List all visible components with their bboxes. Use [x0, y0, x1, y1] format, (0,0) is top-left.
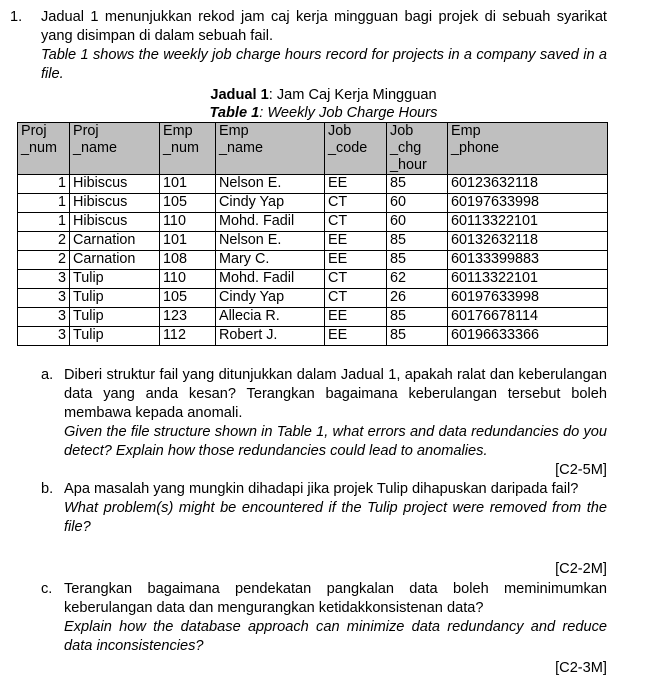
table-cell: 105	[160, 194, 216, 213]
table-cell: 1	[18, 194, 70, 213]
table-cell: 60197633998	[448, 289, 608, 308]
table-cell: 85	[387, 232, 448, 251]
column-header-line: _hour	[390, 157, 427, 173]
table-row	[18, 213, 608, 232]
column-header-line: _num	[21, 140, 57, 156]
job-charge-table	[17, 122, 608, 346]
table-cell: Tulip	[70, 270, 160, 289]
caption-malay-prefix: Jadual 1	[210, 87, 269, 103]
subquestion-malay-text: Diberi struktur fail yang ditunjukkan dalam Jadual 1, apakah ralat dan keberulangan data yang anda kesan? Terangkan bagaimana keberulangan tersebut boleh membawa kepada anomali.	[64, 367, 607, 421]
subquestion-text	[64, 366, 607, 461]
subquestion-english-text: Given the file structure shown in Table 1, what errors and data redundancies do you detect? Explain how those redundancies could lead to anomalies.	[64, 424, 607, 459]
table-cell: 110	[160, 213, 216, 232]
table-cell: CT	[325, 213, 387, 232]
column-header-line: _name	[219, 140, 264, 156]
question-intro	[41, 8, 607, 84]
table-cell: CT	[325, 194, 387, 213]
column-header-line: Emp	[163, 123, 193, 139]
table-cell: Carnation	[70, 232, 160, 251]
table-cell: Mohd. Fadil	[216, 213, 325, 232]
column-header-line: Job	[390, 123, 414, 139]
column-header-line: _num	[163, 140, 199, 156]
table-cell: 1	[18, 213, 70, 232]
table-cell: Robert J.	[216, 327, 325, 346]
table-cell: Allecia R.	[216, 308, 325, 327]
table-cell: 26	[387, 289, 448, 308]
column-header	[387, 123, 448, 175]
table-cell: Mary C.	[216, 251, 325, 270]
table-cell: 3	[18, 327, 70, 346]
table-cell: 123	[160, 308, 216, 327]
table-cell: EE	[325, 251, 387, 270]
table-cell: CT	[325, 289, 387, 308]
table-cell: Cindy Yap	[216, 194, 325, 213]
subquestion-english-text: What problem(s) might be encountered if the Tulip project were removed from the file?	[64, 500, 607, 535]
marks-b: [C2-2M]	[555, 561, 607, 577]
table-row	[18, 251, 608, 270]
table-caption-english	[0, 104, 647, 123]
table-row	[18, 194, 608, 213]
table-cell: CT	[325, 270, 387, 289]
column-header	[70, 123, 160, 175]
table-cell: Tulip	[70, 327, 160, 346]
subquestion-c	[41, 580, 607, 660]
table-cell: EE	[325, 175, 387, 194]
table-cell: Nelson E.	[216, 175, 325, 194]
table-cell: 85	[387, 251, 448, 270]
subquestion-malay-text: Apa masalah yang mungkin dihadapi jika projek Tulip dihapuskan daripada fail?	[64, 481, 579, 497]
column-header-line: _chg	[390, 140, 422, 156]
column-header	[448, 123, 608, 175]
question-number: 1.	[10, 9, 23, 25]
table-cell: 105	[160, 289, 216, 308]
table-cell: 60196633366	[448, 327, 608, 346]
table-cell: 60113322101	[448, 270, 608, 289]
column-header-line: _phone	[451, 140, 500, 156]
column-header-line: Emp	[219, 123, 249, 139]
column-header	[18, 123, 70, 175]
table-cell: EE	[325, 327, 387, 346]
table-caption-malay	[0, 86, 647, 105]
column-header-line: Job	[328, 123, 352, 139]
table-cell: 101	[160, 175, 216, 194]
table-cell: Hibiscus	[70, 213, 160, 232]
table-cell: 85	[387, 175, 448, 194]
subquestion-a	[41, 366, 607, 476]
table-row	[18, 327, 608, 346]
table-cell: EE	[325, 308, 387, 327]
table-cell: 60	[387, 213, 448, 232]
table-cell: 112	[160, 327, 216, 346]
table-cell: 3	[18, 289, 70, 308]
table-cell: 3	[18, 308, 70, 327]
column-header-line: _name	[73, 140, 118, 156]
column-header	[216, 123, 325, 175]
subquestion-label: c.	[41, 581, 53, 597]
caption-malay-title: : Jam Caj Kerja Mingguan	[268, 87, 437, 103]
table-cell: 2	[18, 232, 70, 251]
table-body	[18, 175, 608, 346]
subquestion-text	[64, 480, 607, 537]
table-cell: 110	[160, 270, 216, 289]
caption-english-title: : Weekly Job Charge Hours	[259, 105, 438, 121]
table-cell: 60123632118	[448, 175, 608, 194]
caption-english-prefix: Table 1	[209, 105, 260, 121]
table-cell: Hibiscus	[70, 194, 160, 213]
table-cell: 1	[18, 175, 70, 194]
question-english-text: Table 1 shows the weekly job charge hours record for projects in a company saved in a file.	[41, 47, 607, 82]
table-cell: 62	[387, 270, 448, 289]
column-header	[160, 123, 216, 175]
column-header-line: Emp	[451, 123, 481, 139]
subquestion-label: a.	[41, 367, 54, 383]
table-cell: 3	[18, 270, 70, 289]
table-row	[18, 308, 608, 327]
marks-c: [C2-3M]	[555, 660, 607, 676]
table-cell: 60197633998	[448, 194, 608, 213]
table-cell: 85	[387, 327, 448, 346]
table-cell: 60	[387, 194, 448, 213]
table-cell: 60133399883	[448, 251, 608, 270]
table-row	[18, 232, 608, 251]
column-header-line: _code	[328, 140, 368, 156]
table-cell: Nelson E.	[216, 232, 325, 251]
subquestion-label: b.	[41, 481, 54, 497]
table-cell: 60176678114	[448, 308, 608, 327]
table-cell: Mohd. Fadil	[216, 270, 325, 289]
table-cell: Cindy Yap	[216, 289, 325, 308]
column-header	[325, 123, 387, 175]
table-cell: 2	[18, 251, 70, 270]
table-cell: EE	[325, 232, 387, 251]
table-row	[18, 270, 608, 289]
table-cell: Hibiscus	[70, 175, 160, 194]
table-cell: 60113322101	[448, 213, 608, 232]
table-row	[18, 289, 608, 308]
column-header-line: Proj	[21, 123, 47, 139]
table-row	[18, 175, 608, 194]
column-header-line: Proj	[73, 123, 99, 139]
table-cell: 60132632118	[448, 232, 608, 251]
table-cell: Tulip	[70, 289, 160, 308]
table-cell: 101	[160, 232, 216, 251]
subquestion-b	[41, 480, 607, 560]
marks-a: [C2-5M]	[555, 462, 607, 478]
table-cell: 85	[387, 308, 448, 327]
table-header-row	[18, 123, 608, 175]
subquestion-text	[64, 580, 607, 656]
question-malay-text: Jadual 1 menunjukkan rekod jam caj kerja mingguan bagi projek di sebuah syarikat yang disimpan di dalam sebuah fail.	[41, 9, 607, 44]
table-cell: 108	[160, 251, 216, 270]
table-cell: Carnation	[70, 251, 160, 270]
subquestion-english-text: Explain how the database approach can minimize data redundancy and reduce data inconsistencies?	[64, 619, 607, 654]
table-cell: Tulip	[70, 308, 160, 327]
subquestion-malay-text: Terangkan bagaimana pendekatan pangkalan data boleh meminimumkan keberulangan data dan mengurangkan ketidakkonsistenan data?	[64, 581, 607, 616]
